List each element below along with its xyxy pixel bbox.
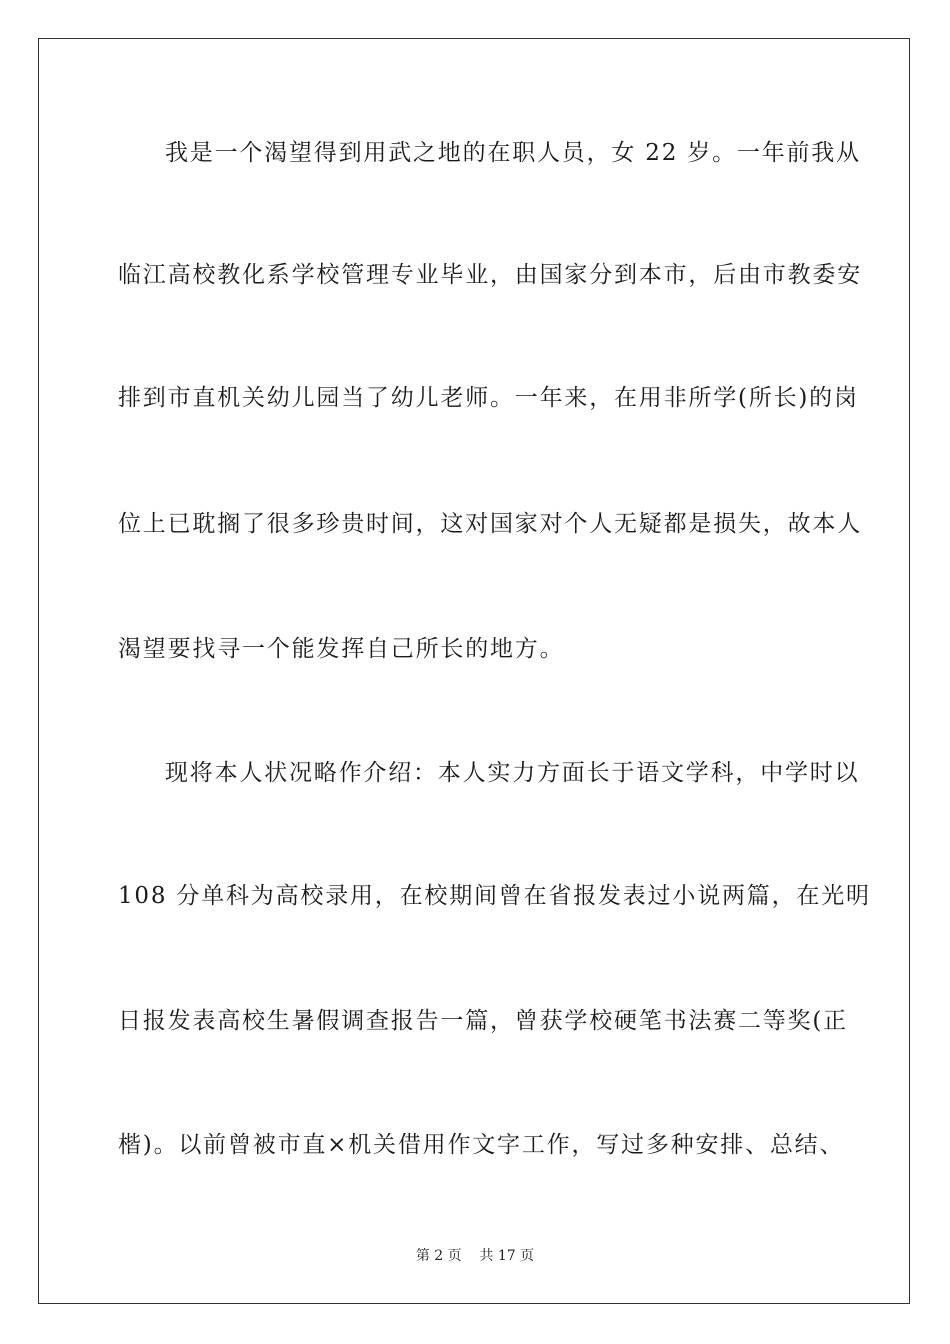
paragraph-line: 我是一个渴望得到用武之地的在职人员，女 22 岁。一年前我从 <box>165 140 861 166</box>
paragraph-line: 现将本人状况略作介绍：本人实力方面长于语文学科，中学时以 <box>165 760 860 786</box>
paragraph-line: 日报发表高校生暑假调查报告一篇，曾获学校硬笔书法赛二等奖(正 <box>118 1008 848 1034</box>
page-border <box>38 38 910 1304</box>
paragraph-line: 渴望要找寻一个能发挥自己所长的地方。 <box>118 636 565 662</box>
page-number: 第 2 页 <box>415 1248 462 1264</box>
total-pages: 共 17 页 <box>479 1248 535 1264</box>
paragraph-line: 临江高校教化系学校管理专业毕业，由国家分到本市，后由市教委安 <box>118 262 862 288</box>
paragraph-line: 排到市直机关幼儿园当了幼儿老师。一年来，在用非所学(所长)的岗 <box>118 385 859 411</box>
paragraph-line: 楷)。以前曾被市直×机关借用作文字工作，写过多种安排、总结、 <box>118 1132 845 1158</box>
paragraph-line: 位上已耽搁了很多珍贵时间，这对国家对个人无疑都是损失，故本人 <box>118 511 862 537</box>
paragraph-line: 108 分单科为高校录用，在校期间曾在省报发表过小说两篇，在光明 <box>118 883 871 909</box>
page-footer <box>0 1247 950 1265</box>
